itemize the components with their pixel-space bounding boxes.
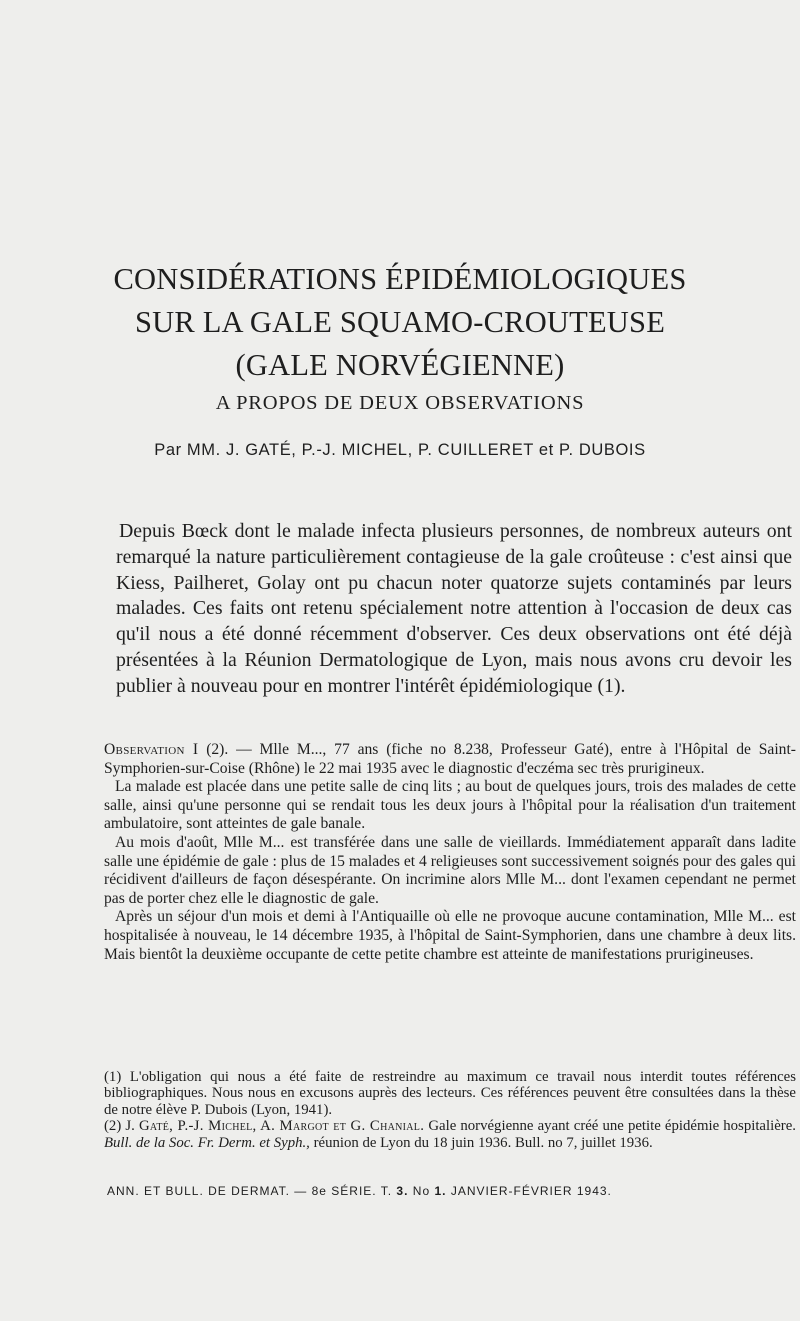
footer-number-label: No [412, 1184, 431, 1198]
article-authors: Par MM. J. GATÉ, P.-J. MICHEL, P. CUILLERET et P. DUBOIS [154, 441, 646, 459]
observation-paragraph-2: La malade est placée dans une petite salle de cinq lits ; au bout de quelques jours, trois des malades de cette salle, ainsi qu'une personne qui se rendait tous les deux jours à l'hôpital pour la réalisation d'un traitement ambulatoire, sont atteintes de gale banale. [104, 778, 796, 833]
title-line-1: CONSIDÉRATIONS ÉPIDÉMIOLOGIQUES [113, 262, 687, 296]
observation-paragraph-3: Au mois d'août, Mlle M... est transférée dans une salle de vieillards. Immédiatement apparaît dans ladite salle une épidémie de gale : plus de 15 malades et 4 religieuses sont successivement soignés pour des gales qui récidivent d'ailleurs de façon désespérante. On incrimine alors Mlle M... dont l'examen cependant ne permet pas de porter chez elle le diagnostic de gale. [104, 833, 796, 907]
observation-section [104, 741, 796, 964]
observation-paragraph-1 [104, 741, 796, 778]
title-line-3: (GALE NORVÉGIENNE) [235, 348, 565, 382]
observation-paragraph-4: Après un séjour d'un mois et demi à l'Antiquaille où elle ne provoque aucune contamination, Mlle M... est hospitalisée à nouveau, le 14 décembre 1935, à l'hôpital de Saint-Symphorien, dans une chambre à deux lits. Mais bientôt la deuxième occupante de cette petite chambre est atteinte de manifestations prurigineuses. [104, 908, 796, 963]
footer-journal: ANN. ET BULL. DE DERMAT. — 8e SÉRIE. T. [107, 1184, 393, 1198]
article-subtitle: A PROPOS DE DEUX OBSERVATIONS [215, 392, 585, 414]
intro-paragraph: Depuis Bœck dont le malade infecta plusieurs personnes, de nombreux auteurs ont remarqué la nature particulièrement contagieuse de la gale croûteuse : c'est ainsi que Kiess, Pailheret, Golay ont pu chacun noter quatorze sujets contaminés par leurs malades. Ces faits ont retenu spécialement notre attention à l'occasion de deux cas qu'il nous a été donné récemment d'observer. Ces deux observations ont été déjà présentées à la Réunion Dermatologique de Lyon, mais nous avons cru devoir les publier à nouveau pour en montrer l'intérêt épidémiologique (1). [116, 520, 792, 697]
footnote-1: (1) L'obligation qui nous a été faite de restreindre au maximum ce travail nous interdit toutes références bibliographiques. Nous nous en excusons auprès des lecteurs. Ces références peuvent être consultées dans la thèse de notre élève P. Dubois (Lyon, 1941). [104, 1069, 796, 1118]
footnote-2-rest: réunion de Lyon du 18 juin 1936. Bull. no 7, juillet 1936. [313, 1134, 653, 1151]
footnote-2-authors: Gaté, P.-J. Michel, A. Margot et G. Chanial. [138, 1118, 425, 1135]
article-title-block [0, 258, 800, 415]
observation-paragraph-1-text: — Mlle M..., 77 ans (fiche no 8.238, Professeur Gaté), entre à l'Hôpital de Saint-Symphorien-sur-Coise (Rhône) le 22 mai 1935 avec le diagnostic d'eczéma sec très prurigineux. [104, 741, 796, 777]
footnotes [104, 1069, 796, 1151]
title-line-2: SUR LA GALE SQUAMO-CROUTEUSE [134, 305, 666, 339]
observation-heading: Observation I [104, 741, 199, 758]
footer-tome: 3. [396, 1184, 409, 1198]
observation-reference: (2). [206, 741, 229, 758]
footer-number: 1. [434, 1184, 447, 1198]
footnote-2-marker: (2) J. [104, 1118, 135, 1135]
footer-date: JANVIER-FÉVRIER 1943. [450, 1184, 612, 1198]
footnote-2-title: Gale norvégienne ayant créé une petite épidémie hospitalière. [428, 1118, 796, 1135]
footnote-2 [104, 1118, 796, 1151]
journal-footer [107, 1184, 797, 1198]
footnote-2-journal: Bull. de la Soc. Fr. Derm. et Syph., [104, 1134, 310, 1151]
